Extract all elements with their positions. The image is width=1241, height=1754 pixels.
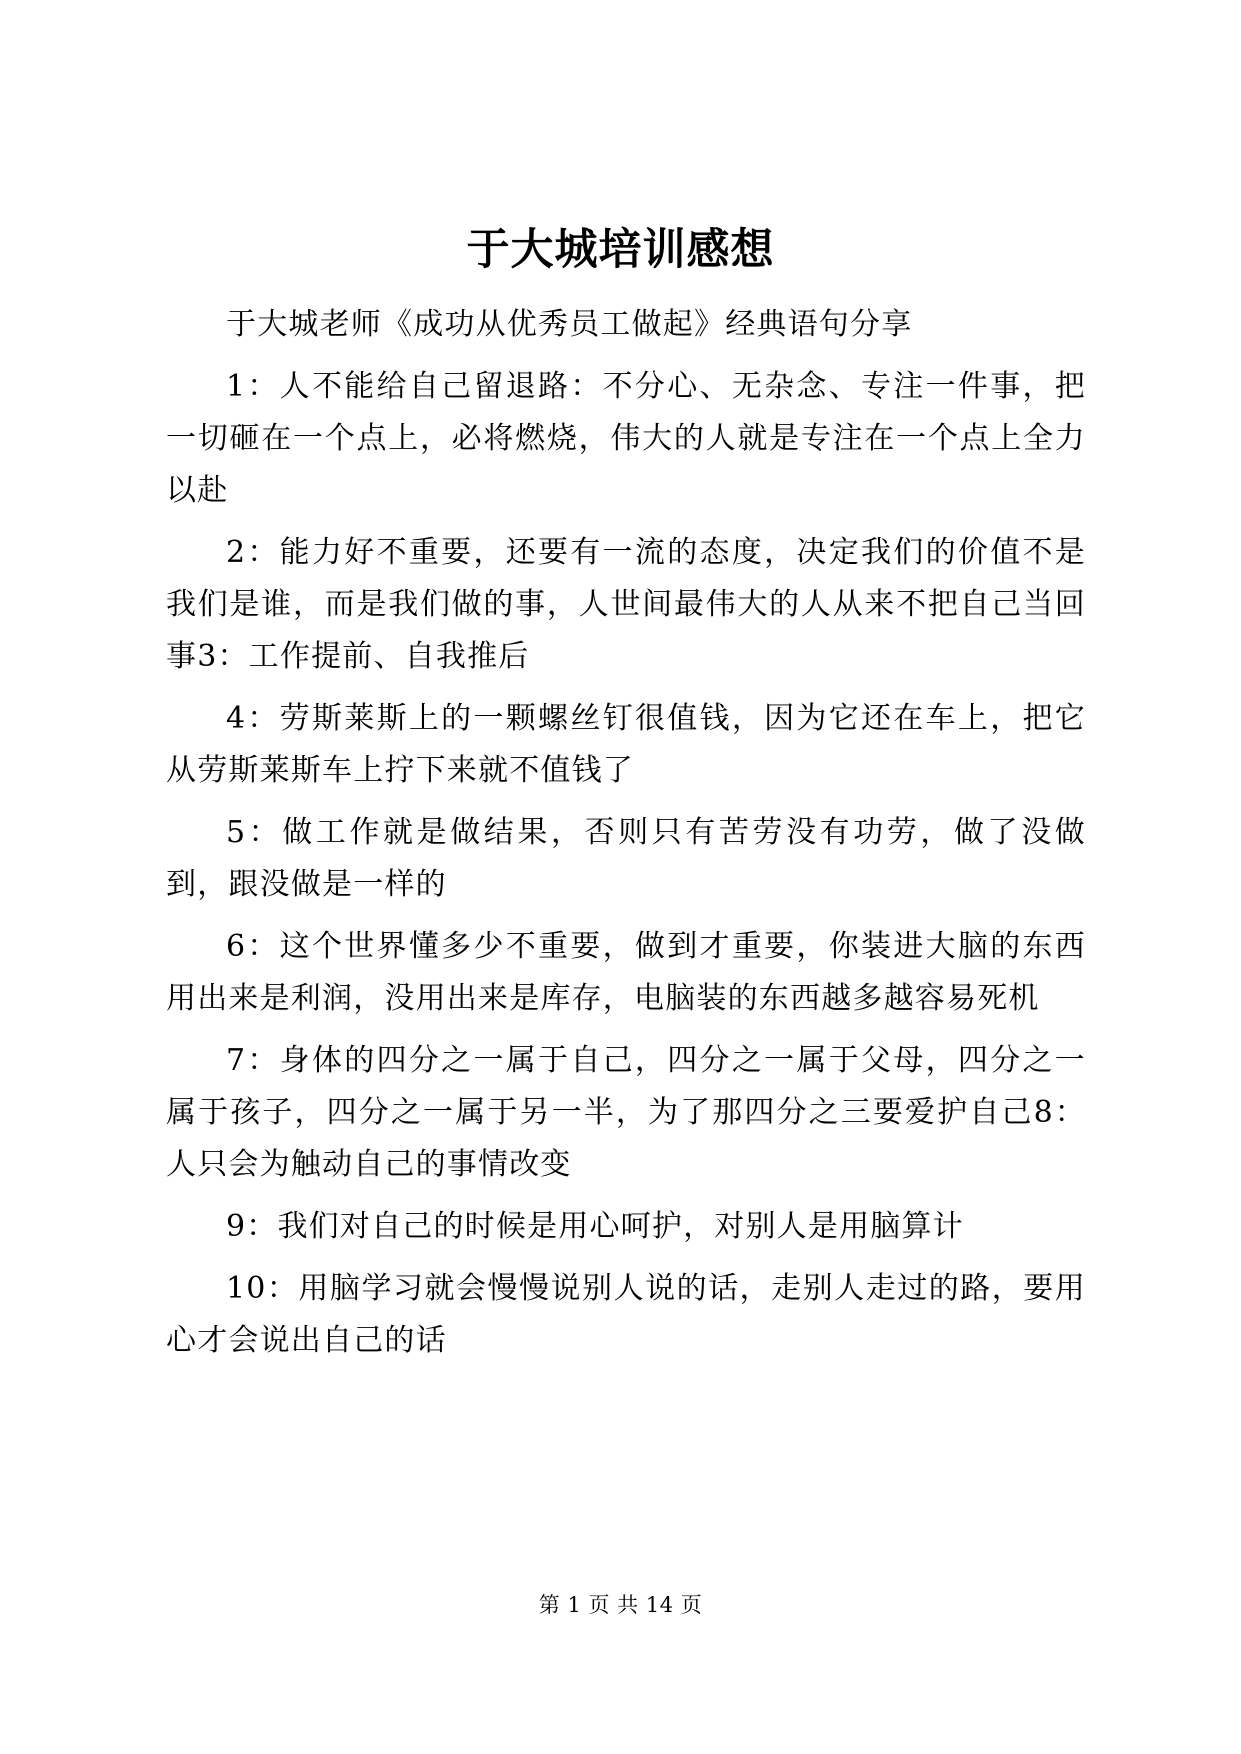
paragraph-quote-7-8: 7：身体的四分之一属于自己，四分之一属于父母，四分之一属于孩子，四分之一属于另一半，为了那四分之三要爱护自己8：人只会为触动自己的事情改变 — [166, 1043, 1086, 1182]
paragraph-quote-2-3: 2：能力好不重要，还要有一流的态度，决定我们的价值不是我们是谁，而是我们做的事，人世间最伟大的人从来不把自己当回事3：工作提前、自我推后 — [166, 535, 1086, 674]
paragraph-quote-9: 9：我们对自己的时候是用心呵护，对别人是用脑算计 — [226, 1209, 964, 1244]
document-body — [166, 299, 1086, 1367]
paragraph-quote-5: 5：做工作就是做结果，否则只有苦劳没有功劳，做了没做到，跟没做是一样的 — [166, 815, 1086, 902]
paragraph-quote-10: 10：用脑学习就会慢慢说别人说的话，走别人走过的路，要用心才会说出自己的话 — [166, 1271, 1086, 1358]
page-footer: 第 1 页 共 14 页 — [538, 1593, 703, 1617]
page-title: 于大城培训感想 — [466, 225, 775, 275]
paragraph-intro: 于大城老师《成功从优秀员工做起》经典语句分享 — [226, 307, 913, 342]
paragraph-quote-4: 4：劳斯莱斯上的一颗螺丝钉很值钱，因为它还在车上，把它从劳斯莱斯车上拧下来就不值钱了 — [166, 701, 1086, 788]
paragraph-quote-1: 1：人不能给自己留退路：不分心、无杂念、专注一件事，把一切砸在一个点上，必将燃烧，伟大的人就是专注在一个点上全力以赴 — [166, 369, 1086, 508]
paragraph-quote-6: 6：这个世界懂多少不重要，做到才重要，你装进大脑的东西用出来是利润，没用出来是库存，电脑装的东西越多越容易死机 — [166, 929, 1086, 1016]
